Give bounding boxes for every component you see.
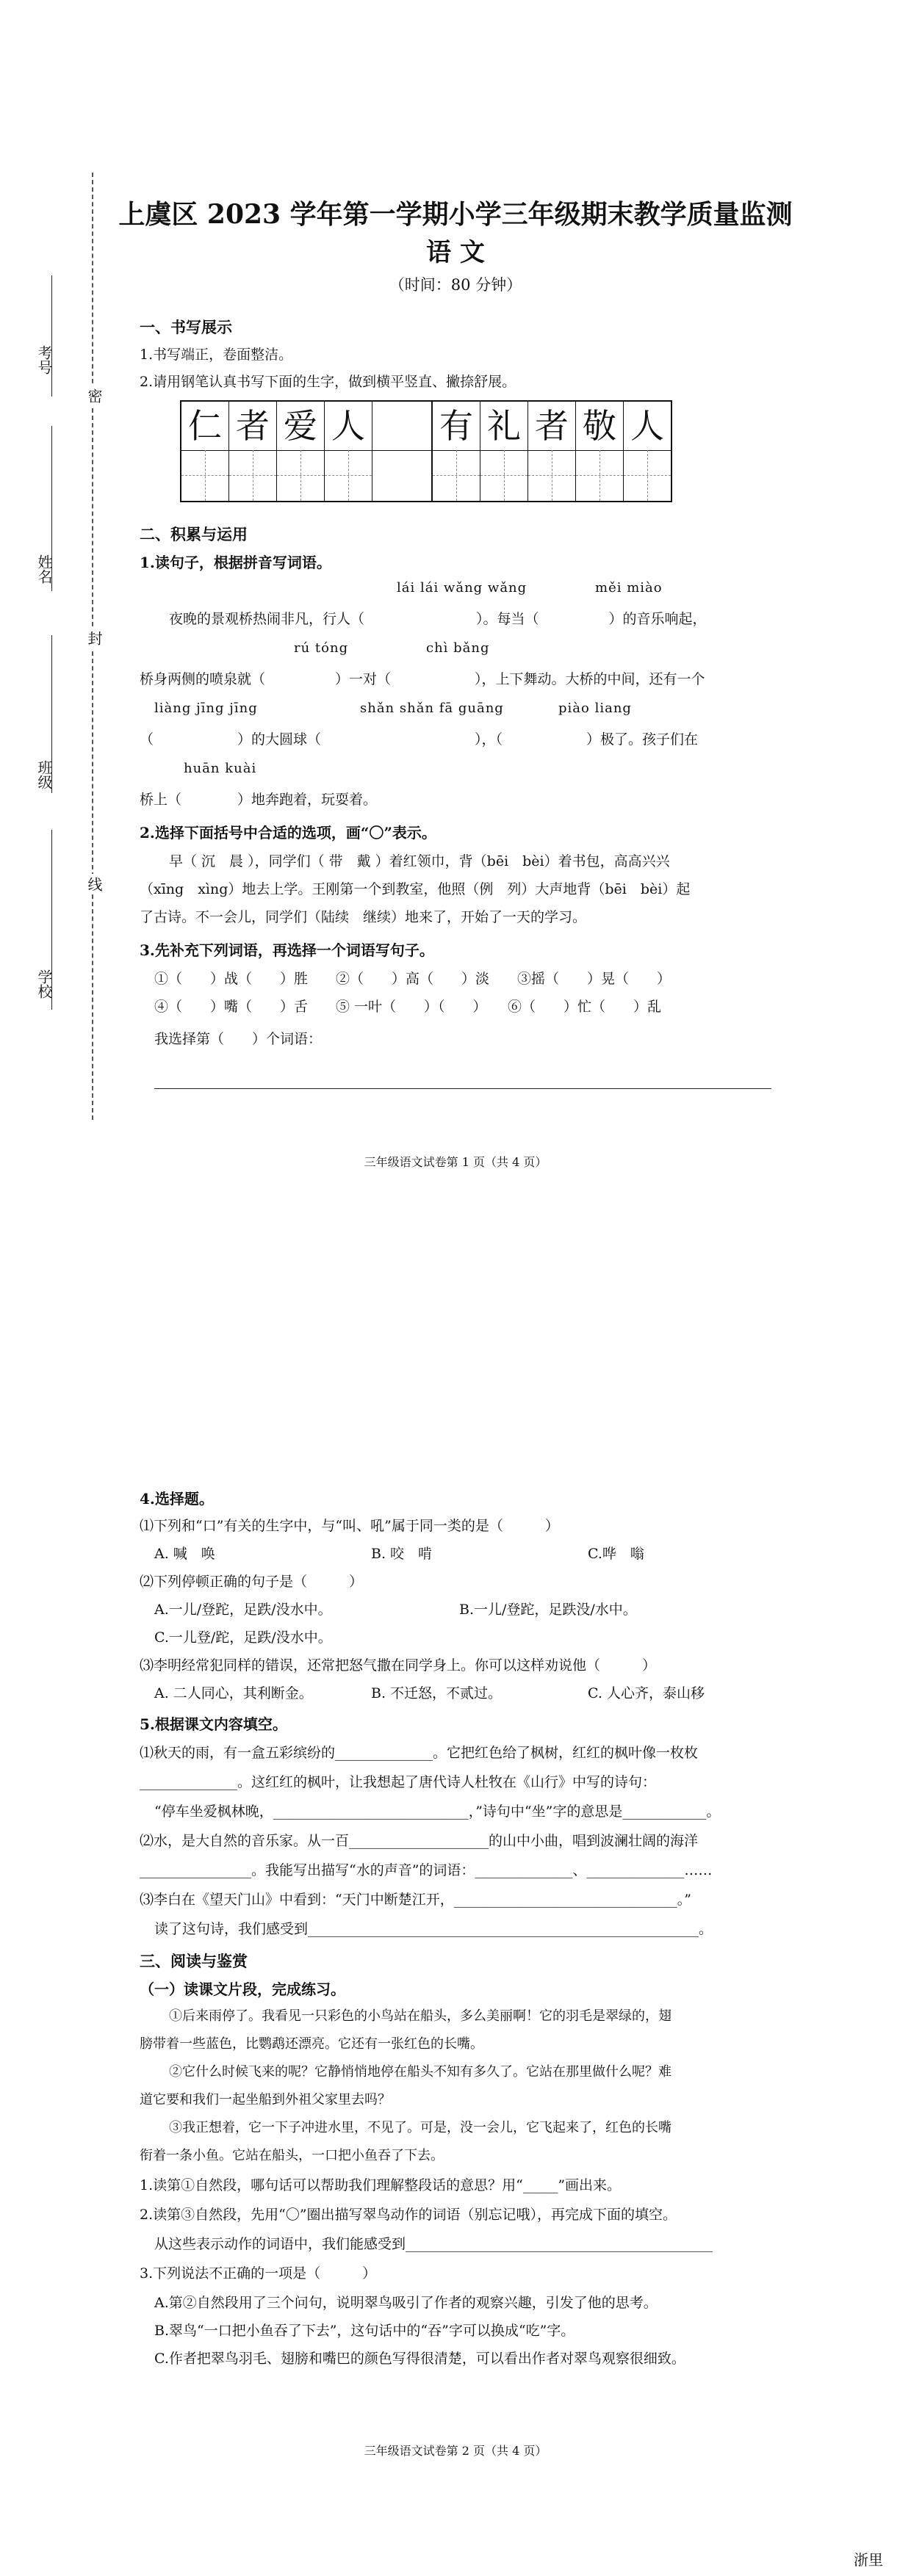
grid-cell[interactable] (624, 402, 671, 501)
q4-sub-2-option-c[interactable]: C.一儿登/跎，足跌/没水中。 (154, 1629, 332, 1646)
grid-cell[interactable] (229, 402, 277, 501)
q1-pinyin-1a: lái lái wǎng wǎng (397, 580, 527, 596)
model-char: 者 (535, 406, 569, 446)
passage-p1-line-1: ①后来雨停了。我看见一只彩色的小鸟站在船头，多么美丽啊！它的羽毛是翠绿的，翅 (169, 2008, 671, 2024)
q1-pinyin-2a: rú tóng (294, 640, 349, 656)
binding-mark-mi: 密 (84, 386, 105, 406)
grid-gap-cell (372, 402, 431, 501)
model-char: 者 (236, 406, 270, 446)
q3-row-3: 我选择第（ ）个词语： (154, 1031, 323, 1047)
writing-grid-group-a (180, 400, 433, 502)
q3-title: 3.先补充下列词语，再选择一个词语写句子。 (140, 941, 434, 959)
q1-pinyin-4a: huān kuài (184, 761, 257, 776)
reading-task-3-option-c[interactable]: C.作者把翠鸟羽毛、翅膀和嘴巴的颜色写得很清楚，可以看出作者对翠鸟观察很细致。 (154, 2351, 685, 2367)
q1-line-4: 桥上（ ）地奔跑着，玩耍着。 (140, 792, 378, 808)
q4-sub-1-option-a[interactable]: A. 喊 唤 (154, 1546, 215, 1562)
passage-p2-line-2: 道它要和我们一起坐船到外祖父家里去吗？ (140, 2092, 391, 2108)
binding-field-name (51, 426, 52, 591)
binding-mark-feng: 封 (84, 628, 105, 648)
q5-line-1: ⑴秋天的雨，有一盒五彩缤纷的______________。它把红色给了枫树，红红的枫叶像一枚枚 (140, 1745, 699, 1761)
reading-task-3-option-a[interactable]: A.第②自然段用了三个问句，说明翠鸟吸引了作者的观察兴趣，引发了他的思考。 (154, 2295, 658, 2311)
q5-line-5: ________________。我能写出描写“水的声音”的词语：______________、______________…… (140, 1862, 713, 1878)
q3-row-1: ①（ ）战（ ）胜 ②（ ）高（ ）淡 ③摇（ ）晃（ ） (154, 971, 671, 987)
binding-mark-xian: 线 (84, 874, 105, 894)
q4-sub-3: ⑶李明经常犯同样的错误，还常把怒气撒在同学身上。你可以这样劝说他（ ） (140, 1657, 657, 1674)
q3-row-2: ④（ ）嘴（ ）舌 ⑤ 一叶（ ）（ ） ⑥（ ）忙（ ）乱 (154, 999, 662, 1015)
section-1-line-1: 1.书写端正，卷面整洁。 (140, 347, 293, 363)
q2-line-2: （xīng xìng）地去上学。王刚第一个到教室，他照（例 列）大声地背（bēi bèi）起 (140, 881, 691, 897)
section-1-heading: 一、书写展示 (140, 318, 232, 336)
q5-title: 5.根据课文内容填空。 (140, 1715, 287, 1733)
model-char: 爱 (284, 406, 317, 446)
q1-pinyin-3c: piào liang (558, 701, 632, 716)
section-3-heading: 三、阅读与鉴赏 (140, 1952, 248, 1970)
model-char: 仁 (188, 406, 222, 446)
grid-cell[interactable] (181, 402, 229, 501)
q4-sub-1-option-b[interactable]: B. 咬 啃 (371, 1546, 433, 1562)
reading-part-1-title: （一）读课文片段，完成练习。 (140, 1980, 345, 1998)
q1-pinyin-3b: shǎn shǎn fā guāng (360, 701, 504, 716)
section-2-heading: 二、积累与运用 (140, 525, 248, 543)
page-2-footer: 三年级语文试卷第 2 页（共 4 页） (364, 2444, 547, 2458)
q4-sub-3-option-c[interactable]: C. 人心齐，泰山移 (588, 1685, 705, 1701)
q1-pinyin-1b: měi miào (595, 580, 663, 596)
q1-pinyin-3a: liàng jīng jīng (154, 701, 258, 716)
page-1-footer: 三年级语文试卷第 1 页（共 4 页） (364, 1155, 547, 1169)
q4-sub-2-option-a[interactable]: A.一儿/登跎，足跌/没水中。 (154, 1602, 332, 1618)
passage-p1-line-2: 膀带着一些蓝色，比鹦鹉还漂亮。它还有一张红色的长嘴。 (140, 2036, 483, 2052)
q4-title: 4.选择题。 (140, 1490, 214, 1508)
binding-label-name: 姓名 (35, 554, 53, 584)
writing-grid-group-b (433, 400, 672, 502)
q1-title: 1.读句子，根据拼音写词语。 (140, 554, 331, 571)
exam-title: 上虞区 2023 学年第一学期小学三年级期末教学质量监测 (118, 199, 793, 230)
binding-label-exam-number: 考号 (35, 345, 53, 375)
q4-sub-2: ⑵下列停顿正确的句子是（ ） (140, 1574, 364, 1590)
grid-cell[interactable] (528, 402, 576, 501)
grid-cell[interactable] (325, 402, 372, 501)
passage-p3-line-2: 衔着一条小鱼。它站在船头，一口把小鱼吞了下去。 (140, 2148, 444, 2163)
q5-line-6: ⑶李白在《望天门山》中看到：“天门中断楚江开，________________________________。” (140, 1892, 691, 1908)
reading-task-1: 1.读第①自然段，哪句话可以帮助我们理解整段话的意思？用“_____”画出来。 (140, 2177, 622, 2193)
reading-task-2-blank: 从这些表示动作的词语中，我们能感受到____________________________________________ (154, 2236, 713, 2252)
binding-field-school (51, 830, 52, 1010)
grid-cell[interactable] (576, 402, 624, 501)
binding-field-class (51, 635, 52, 793)
exam-time: （时间：80 分钟） (389, 276, 522, 294)
grid-cell[interactable] (433, 402, 480, 501)
passage-p3-line-1: ③我正想着，它一下子冲进水里，不见了。可是，没一会儿，它飞起来了，红色的长嘴 (169, 2120, 671, 2135)
binding-label-class: 班级 (35, 760, 53, 789)
model-char: 有 (439, 406, 473, 446)
reading-task-3-option-b[interactable]: B.翠鸟“一口把小鱼吞了下去”，这句话中的“吞”字可以换成“吃”字。 (154, 2323, 575, 2339)
q4-sub-1-option-c[interactable]: C.哗 嗡 (588, 1546, 644, 1562)
q1-line-1: 夜晚的景观桥热闹非凡，行人（ ）。每当（ ）的音乐响起， (169, 611, 707, 627)
corner-stamp: 浙里 (854, 2551, 883, 2569)
binding-label-school: 学校 (35, 969, 53, 999)
model-char: 敬 (583, 406, 616, 446)
q2-line-1: 早（ 沉 晨 ），同学们（ 带 戴 ）着红领巾，背（bēi bèi）着书包，高高兴兴 (169, 853, 670, 869)
q4-sub-2-option-b[interactable]: B.一儿/登跎，足跌没/水中。 (459, 1602, 637, 1618)
q5-line-7: 读了这句诗，我们感受到________________________________________________________。 (154, 1921, 713, 1937)
q5-line-2: ______________。这红红的枫叶，让我想起了唐代诗人杜牧在《山行》中写的诗句： (140, 1774, 657, 1790)
q5-line-4: ⑵水，是大自然的音乐家。从一百____________________的山中小曲，唱到波澜壮阔的海洋 (140, 1833, 699, 1849)
q4-sub-3-option-b[interactable]: B. 不迁怒，不贰过。 (371, 1685, 503, 1701)
writing-grid (180, 400, 672, 502)
q1-line-3: （ ）的大圆球（ ），（ ）极了。孩子们在 (140, 731, 699, 748)
model-char: 人 (331, 406, 365, 446)
section-1-line-2: 2.请用钢笔认真书写下面的生字，做到横平竖直、撇捺舒展。 (140, 374, 516, 390)
model-char: 礼 (487, 406, 521, 446)
reading-task-2: 2.读第③自然段，先用“〇”圈出描写翠鸟动作的词语（别忘记哦），再完成下面的填空。 (140, 2207, 677, 2223)
q2-title: 2.选择下面括号中合适的选项，画“〇”表示。 (140, 824, 436, 842)
q4-sub-3-option-a[interactable]: A. 二人同心，其利断金。 (154, 1685, 313, 1701)
passage-p2-line-1: ②它什么时候飞来的呢？它静悄悄地停在船头不知有多久了。它站在那里做什么呢？难 (169, 2064, 671, 2080)
q5-line-3: “停车坐爱枫林晚，____________________________，”诗句中“坐”字的意思是____________。 (154, 1803, 721, 1820)
q4-sub-1: ⑴下列和“口”有关的生字中，与“叫、吼”属于同一类的是（ ） (140, 1518, 559, 1534)
grid-cell[interactable] (480, 402, 528, 501)
q2-line-3: 了古诗。不一会儿，同学们（陆续 继续）地来了，开始了一天的学习。 (140, 909, 587, 925)
q3-answer-line[interactable] (154, 1088, 771, 1089)
grid-cell[interactable] (277, 402, 325, 501)
reading-task-3: 3.下列说法不正确的一项是（ ） (140, 2265, 377, 2282)
exam-subject: 语 文 (426, 238, 485, 267)
q1-pinyin-2b: chì bǎng (426, 640, 490, 656)
q1-line-2: 桥身两侧的喷泉就（ ）一对（ ），上下舞动。大桥的中间，还有一个 (140, 671, 705, 687)
model-char: 人 (630, 406, 664, 446)
